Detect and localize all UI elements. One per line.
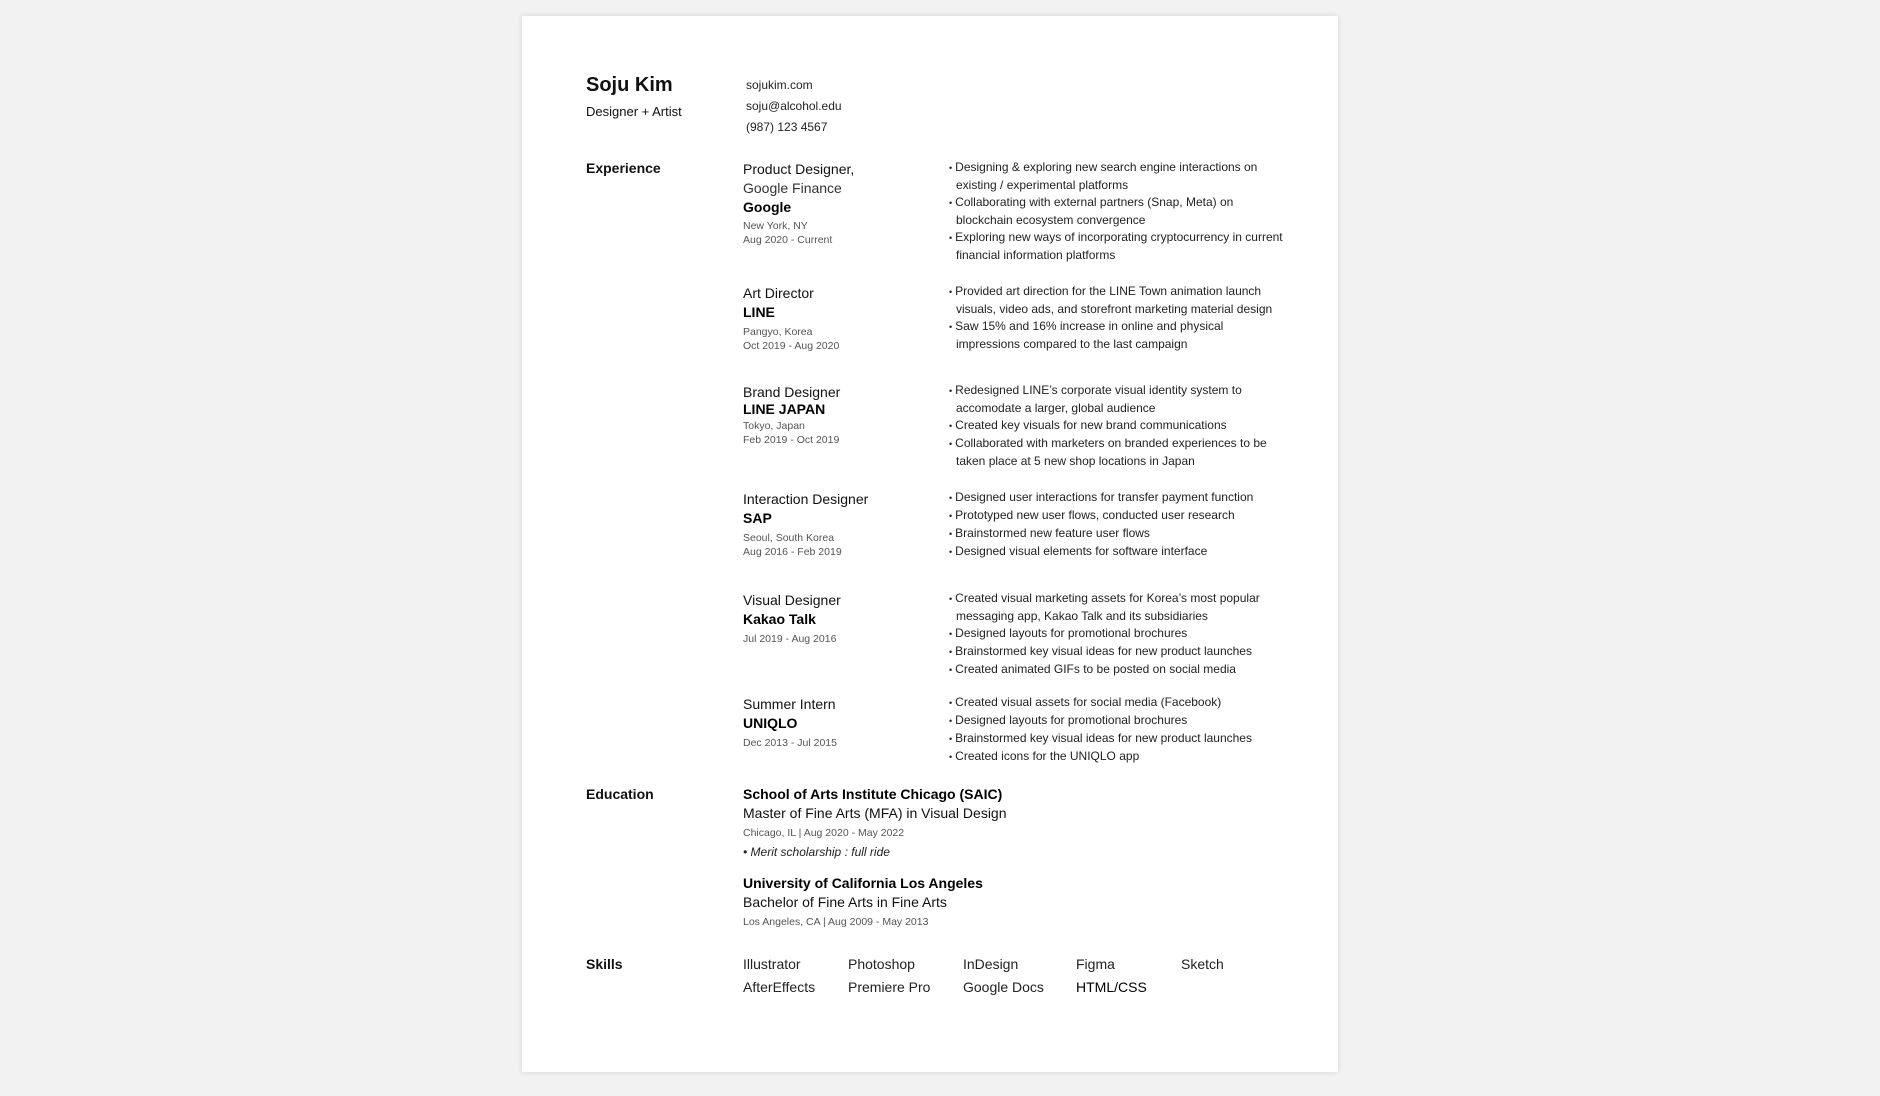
job-dates: Aug 2016 - Feb 2019 bbox=[743, 546, 842, 558]
edu-meta: Los Angeles, CA | Aug 2009 - May 2013 bbox=[743, 916, 929, 928]
job-dates: Oct 2019 - Aug 2020 bbox=[743, 340, 840, 352]
edu-school: University of California Los Angeles bbox=[743, 875, 983, 891]
section-heading-experience: Experience bbox=[586, 160, 661, 176]
skill-item: AfterEffects bbox=[743, 979, 816, 995]
section-heading-skills: Skills bbox=[586, 956, 623, 972]
resume-name: Soju Kim bbox=[586, 74, 673, 96]
job-bullets bbox=[949, 489, 1289, 561]
job-title: Product Designer, bbox=[743, 161, 855, 177]
job-company: Kakao Talk bbox=[743, 611, 816, 627]
edu-meta: Chicago, IL | Aug 2020 - May 2022 bbox=[743, 827, 905, 839]
job-dates: Jul 2019 - Aug 2016 bbox=[743, 633, 837, 645]
edu-school: School of Arts Institute Chicago (SAIC) bbox=[743, 786, 1003, 802]
job-dates: Aug 2020 - Current bbox=[743, 234, 833, 246]
job-company: UNIQLO bbox=[743, 715, 798, 731]
job-company: SAP bbox=[743, 510, 772, 526]
job-entry bbox=[743, 383, 933, 447]
job-location: Pangyo, Korea bbox=[743, 326, 813, 338]
job-entry bbox=[743, 490, 933, 559]
job-bullets bbox=[949, 283, 1289, 353]
contact-email[interactable]: soju@alcohol.edu bbox=[746, 99, 842, 113]
job-entry bbox=[743, 160, 933, 247]
edu-note: • Merit scholarship : full ride bbox=[743, 845, 890, 859]
job-company: LINE bbox=[743, 304, 775, 320]
job-bullet: • Brainstormed new feature user flows bbox=[949, 525, 1289, 543]
job-bullet: • Prototyped new user flows, conducted user research bbox=[949, 507, 1289, 525]
skill-item: InDesign bbox=[963, 956, 1019, 972]
edu-degree: Bachelor of Fine Arts in Fine Arts bbox=[743, 894, 947, 910]
edu-degree: Master of Fine Arts (MFA) in Visual Design bbox=[743, 805, 1007, 821]
job-company: LINE JAPAN bbox=[743, 401, 826, 417]
job-location: Seoul, South Korea bbox=[743, 532, 835, 544]
job-title: Brand Designer bbox=[743, 384, 841, 400]
job-bullet: • Redesigned LINE’s corporate visual identity system to accomodate a larger, global audience bbox=[949, 382, 1289, 417]
job-location: New York, NY bbox=[743, 220, 808, 232]
job-entry bbox=[743, 695, 933, 750]
skill-item: Sketch bbox=[1181, 956, 1224, 972]
education-entry bbox=[743, 785, 1007, 859]
job-title: Art Director bbox=[743, 285, 814, 301]
job-bullet: • Brainstormed key visual ideas for new product launches bbox=[949, 730, 1289, 748]
job-location: Tokyo, Japan bbox=[743, 420, 805, 432]
job-bullet: • Created icons for the UNIQLO app bbox=[949, 748, 1289, 766]
job-bullet: • Created visual marketing assets for Korea’s most popular messaging app, Kakao Talk and its subsidiaries bbox=[949, 590, 1289, 625]
section-heading-education: Education bbox=[586, 786, 654, 802]
skill-item: Premiere Pro bbox=[848, 979, 931, 995]
job-bullet: • Designing & exploring new search engine interactions on existing / experimental platforms bbox=[949, 159, 1289, 194]
job-bullet: • Collaborated with marketers on branded experiences to be taken place at 5 new shop locations in Japan bbox=[949, 435, 1289, 470]
job-bullet: • Created visual assets for social media (Facebook) bbox=[949, 694, 1289, 712]
job-bullet: • Created animated GIFs to be posted on social media bbox=[949, 661, 1289, 679]
skill-item: HTML/CSS bbox=[1076, 979, 1147, 995]
job-bullet: • Created key visuals for new brand communications bbox=[949, 417, 1289, 435]
job-dates: Feb 2019 - Oct 2019 bbox=[743, 434, 840, 446]
job-bullet: • Collaborating with external partners (Snap, Meta) on blockchain ecosystem convergence bbox=[949, 194, 1289, 229]
job-title: Visual Designer bbox=[743, 592, 841, 608]
job-entry bbox=[743, 284, 933, 353]
job-entry bbox=[743, 591, 933, 646]
job-bullets bbox=[949, 590, 1289, 679]
contact-website[interactable]: sojukim.com bbox=[746, 78, 813, 92]
resume-tagline: Designer + Artist bbox=[586, 104, 682, 119]
job-bullet: • Designed user interactions for transfer payment function bbox=[949, 489, 1289, 507]
job-bullet: • Saw 15% and 16% increase in online and physical impressions compared to the last campaign bbox=[949, 318, 1289, 353]
job-bullets bbox=[949, 694, 1289, 766]
skill-item: Photoshop bbox=[848, 956, 915, 972]
job-title: Summer Intern bbox=[743, 696, 836, 712]
contact-phone: (987) 123 4567 bbox=[746, 120, 828, 134]
skill-item: Google Docs bbox=[963, 979, 1044, 995]
skill-item: Illustrator bbox=[743, 956, 801, 972]
job-bullets bbox=[949, 159, 1289, 264]
job-bullet: • Designed visual elements for software interface bbox=[949, 543, 1289, 561]
job-bullet: • Designed layouts for promotional brochures bbox=[949, 712, 1289, 730]
job-dates: Dec 2013 - Jul 2015 bbox=[743, 737, 837, 749]
job-bullet: • Designed layouts for promotional brochures bbox=[949, 625, 1289, 643]
job-title-secondary: Google Finance bbox=[743, 180, 842, 196]
job-bullets bbox=[949, 382, 1289, 470]
job-bullet: • Brainstormed key visual ideas for new product launches bbox=[949, 643, 1289, 661]
education-entry bbox=[743, 874, 983, 929]
job-bullet: • Exploring new ways of incorporating cryptocurrency in current financial information platforms bbox=[949, 229, 1289, 264]
job-title: Interaction Designer bbox=[743, 491, 869, 507]
resume-page bbox=[522, 16, 1338, 1072]
job-bullet: • Provided art direction for the LINE Town animation launch visuals, video ads, and storefront marketing material design bbox=[949, 283, 1289, 318]
job-company: Google bbox=[743, 199, 792, 215]
skill-item: Figma bbox=[1076, 956, 1115, 972]
